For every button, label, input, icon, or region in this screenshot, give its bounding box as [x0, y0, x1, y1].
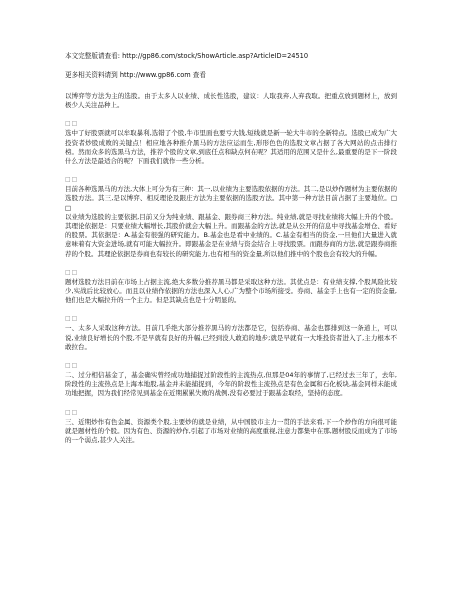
section-3	[65, 269, 397, 306]
section-2-text: 目前各种选黑马的方法,大体上可分为有三种：其一,以业绩为主要选股依据的方法。其二,是以炒作题材为主要依据的选股方法。其三,是以博弈、相反理论及跟庄方法为主要依据的选股方法。其中第一种方法目前占据了主要地位。□□ 以业绩为选股的主要依据,目前又分为纯业绩、跟基金、跟券商三种方法。纯业绩,就是寻找业绩将大幅上升的个股。其理论依据是：只要业绩大幅增长,其股价就会大幅上升。而跟基金的方法,就是从公开的信息中寻找基金增仓、看好的股票。其依据是：A.基金有很强的研究能力。B.基金也是看中业绩的。C.基金有相当的资金,一旦他们大量进入就意味着有大资金进场,就有可能大幅拉升。即跟基金是在业绩与资金结合上寻找股票。而跟券商的方法,就是跟券商推荐的个股。其理论依据是券商也有较长的研究能力,也有相当的资金量,所以他们推中的个股也会有较大的升幅。	[65, 185, 397, 258]
article-body	[65, 52, 397, 445]
intro-paragraph: 以博弈等方法为主的选股。由于太多人以业绩、成长性选股，建议：人取我弃,人弃我取。把重点放到题材上，放到极少人关注品种上。	[65, 92, 397, 110]
full-version-link[interactable]: http://gp86.com/stock/ShowArticle.asp?ArticleID=24510	[122, 52, 309, 60]
paragraph-mark: □□	[65, 315, 79, 323]
paragraph-mark: □□	[65, 268, 79, 276]
section-1	[65, 120, 397, 166]
paragraph-mark: □□	[65, 362, 79, 370]
section-2	[65, 176, 397, 259]
section-5-text: 二、过分相信基金了，基金确实曾经成功地捕捉过阶段性的主流热点,但那是04年的事情了,已经过去三年了，去年,阶段性的主流热点是上海本地股,基金并未能捕捉到，今年的阶段性主流热点是有色金属和石化板块,基金同样未能成功地把握，因为我们经常见到基金在近期累累失败的战例,没有必要过于跟基金取经，坚持的态度。	[65, 371, 397, 398]
more-info-link[interactable]: http://www.gp86.com	[119, 71, 191, 79]
more-info-line	[65, 71, 397, 80]
full-version-label: 本文完整版请查看:	[65, 52, 120, 60]
full-version-line	[65, 52, 397, 61]
section-6	[65, 409, 397, 446]
section-5	[65, 362, 397, 399]
section-1-text: 选中了好股票就可以牟取暴利,选错了个股,牛市里面也要亏大钱,短线就是新一轮大牛市的全新特点。选股已成为广大投资者炒股成败的关键点！相应地各种推介黑马的方法应运而生,形形色色的选股文章占据了各大网站的点击排行榜。然而众多的选黑马方法，推荐个股的文章,到底任点和缺点何在呢？其适用的范围又是什么,最重要的是下一阶段什么方法是最适合的呢？下面我们就作一些分析。	[65, 129, 397, 166]
paragraph-mark: □□	[65, 408, 79, 416]
more-info-suffix: 查看	[192, 71, 206, 79]
more-info-label: 更多相关资料请到	[65, 71, 118, 79]
paragraph-mark: □□	[65, 120, 79, 128]
section-4	[65, 315, 397, 352]
section-3-text: 题材选股方法目前在市场上占据主流,绝大多数分推荐黑马都是采取这种方法。其优点是：有业绩支撑,个股风险比较少,实战后比较放心。而且以业绩作依据的方法也深入人心,广为整个市场所接受。券商、基金手上也有一定的资金量,他们也是大幅拉升的一个主力。但是其缺点也是十分明显的。	[65, 277, 397, 305]
section-4-text: 一、太多人采取这种方法。目前几乎绝大部分推荐黑马的方法都是它，包括券商、基金也都排到这一条道上，可以说,业绩良好增长的个股,不是早就有良好的升幅,已经到没人敢追的地步;就是早就有一大堆投资者进入了,主力根本不敢拉台。	[65, 324, 397, 351]
section-6-text: 三、近期炒作有色金属、资源类个股,主要炒的就是业绩，从中国股市主力一贯的手法来看,下一个炒作的方向很可能就是题材性的个股。因为有色、资源的炒作,引起了市场对业绩的高度重视,注意力都集中在那,题材股反而成为了市场的一个弱点,甚少人关注。	[65, 417, 397, 445]
paragraph-mark: □□	[65, 176, 79, 184]
